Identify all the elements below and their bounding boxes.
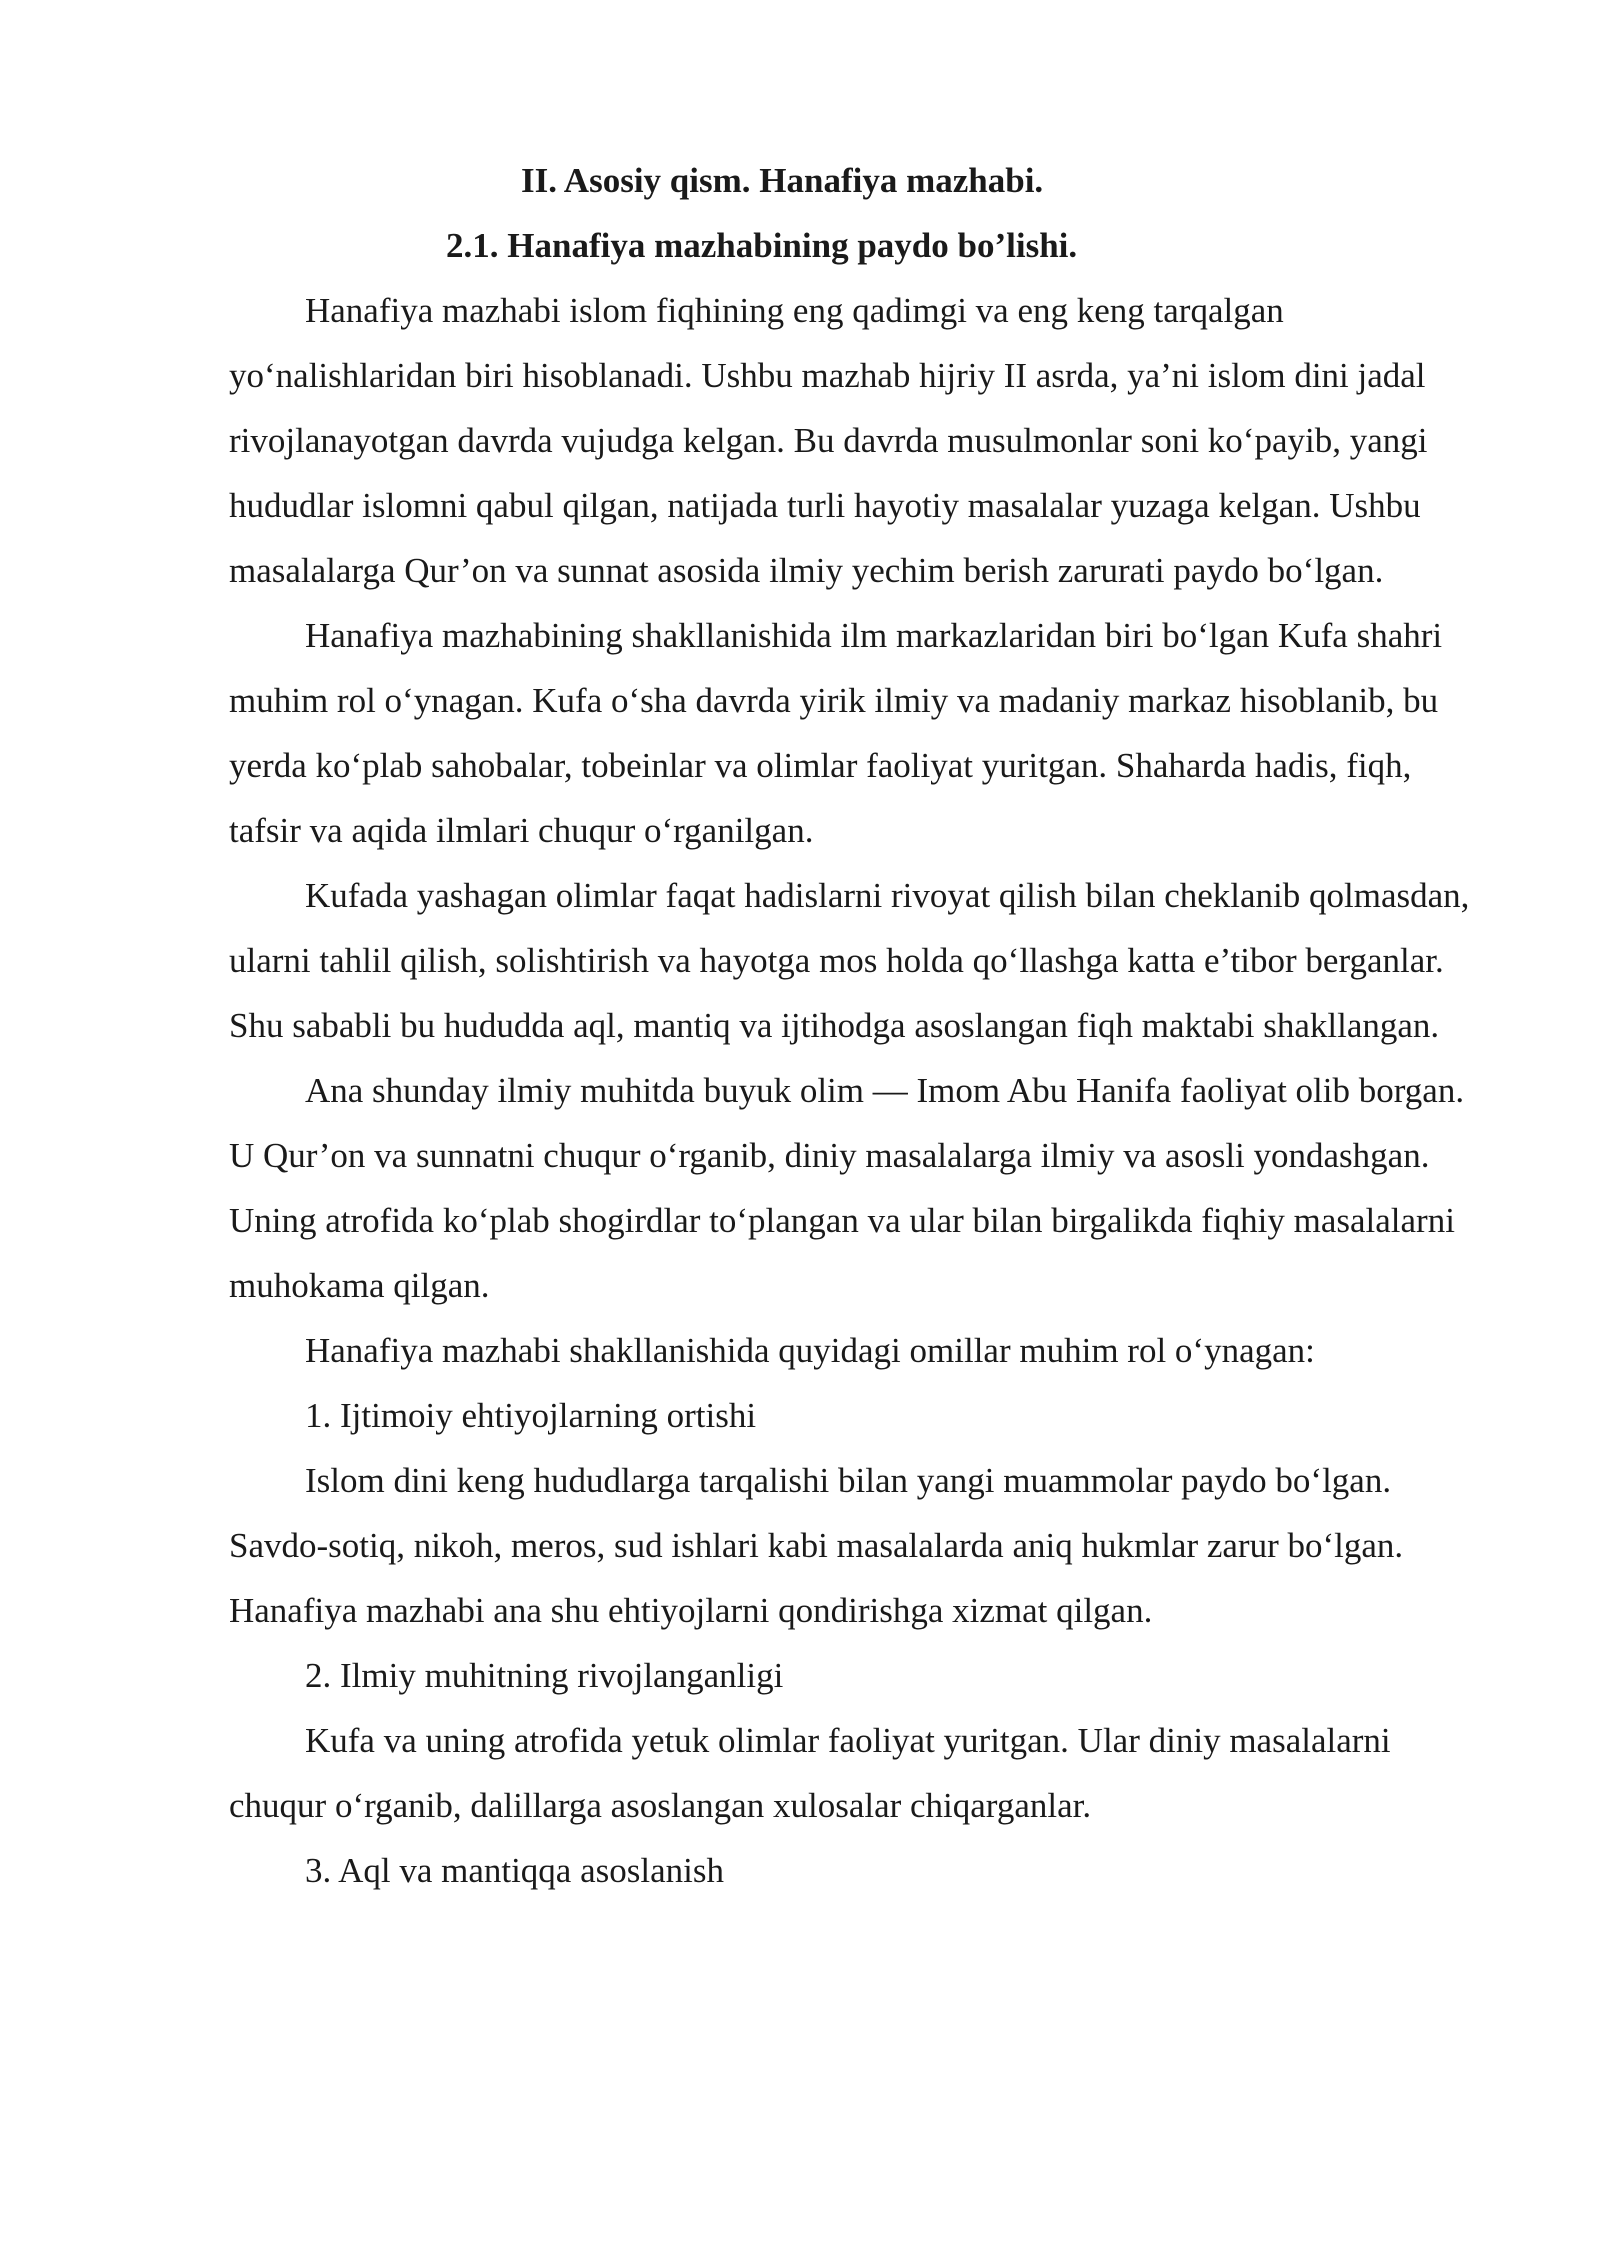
list-item-2: 2. Ilmiy muhitning rivojlanganligi <box>305 1656 784 1695</box>
paragraph-kufa: Hanafiya mazhabining shakllanishida ilm markazlaridan biri boʻlgan Kufa shahri muhim rol oʻynagan. Kufa oʻsha davrda yirik ilmiy va madaniy markaz hisoblanib, bu yerda koʻplab sahobalar, tobeinlar va olimlar faoliyat yuritgan. Shaharda hadis, fiqh, tafsir va aqida ilmlari chuqur oʻrganilgan. <box>229 616 1443 850</box>
subsection-heading: 2.1. Hanafiya mazhabining paydo bo’lishi. <box>446 226 1078 265</box>
list-item-3: 3. Aql va mantiqqa asoslanish <box>305 1851 724 1890</box>
paragraph-scholarly-environment: Kufa va uning atrofida yetuk olimlar faoliyat yuritgan. Ular diniy masalalarni chuqur oʻrganib, dalillarga asoslangan xulosalar chiqarganlar. <box>229 1721 1391 1825</box>
paragraph-origin: Hanafiya mazhabi islom fiqhining eng qadimgi va eng keng tarqalgan yoʻnalishlaridan biri hisoblanadi. Ushbu mazhab hijriy II asrda, ya’ni islom dini jadal rivojlanayotgan davrda vujudga kelgan. Bu davrda musulmonlar soni koʻpayib, yangi hududlar islomni qabul qilgan, natijada turli hayotiy masalalar yuzaga kelgan. Ushbu masalalarga Qur’on va sunnat asosida ilmiy yechim berish zarurati paydo boʻlgan. <box>229 291 1428 590</box>
document-body <box>229 148 1481 1903</box>
list-item-1: 1. Ijtimoiy ehtiyojlarning ortishi <box>305 1396 757 1435</box>
paragraph-abu-hanifa: Ana shunday ilmiy muhitda buyuk olim — Imom Abu Hanifa faoliyat olib borgan. U Qur’on va sunnatni chuqur oʻrganib, diniy masalalarga ilmiy va asosli yondashgan. Uning atrofida koʻplab shogirdlar toʻplangan va ular bilan birgalikda fiqhiy masalalarni muhokama qilgan. <box>229 1071 1465 1305</box>
paragraph-social-needs: Islom dini keng hududlarga tarqalishi bilan yangi muammolar paydo boʻlgan. Savdo-sotiq, nikoh, meros, sud ishlari kabi masalalarda aniq hukmlar zarur boʻlgan. Hanafiya mazhabi ana shu ehtiyojlarni qondirishga xizmat qilgan. <box>229 1461 1404 1630</box>
section-heading: II. Asosiy qism. Hanafiya mazhabi. <box>521 161 1044 200</box>
paragraph-kufa-scholars: Kufada yashagan olimlar faqat hadislarni rivoyat qilish bilan cheklanib qolmasdan, ularni tahlil qilish, solishtirish va hayotga mos holda qoʻllashga katta e’tibor berganlar. Shu sababli bu hududda aql, mantiq va ijtihodga asoslangan fiqh maktabi shakllangan. <box>229 876 1470 1045</box>
paragraph-factors-intro: Hanafiya mazhabi shakllanishida quyidagi omillar muhim rol oʻynagan: <box>305 1331 1315 1370</box>
